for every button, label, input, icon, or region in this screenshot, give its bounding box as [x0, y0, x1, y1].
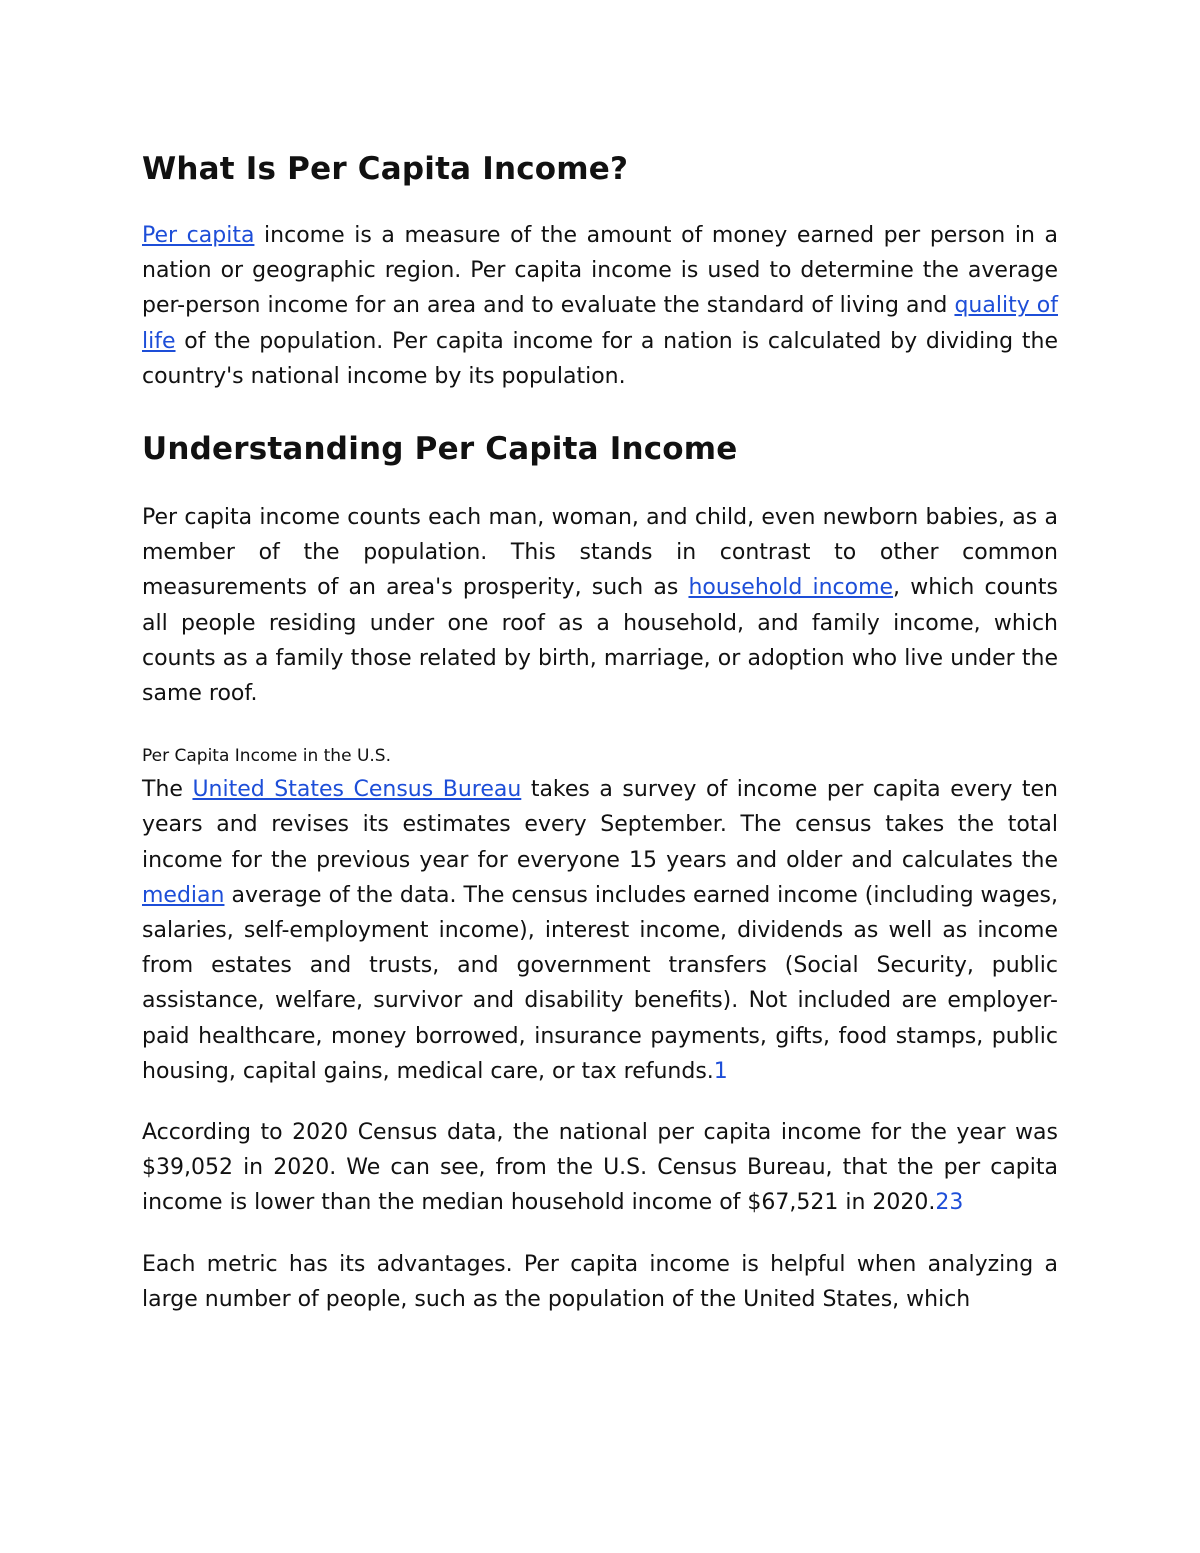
- paragraph-text: , which counts all people residing under one roof as a household, and family income, which counts as a family those related by birth, marriage, or adoption who live under the same roof.: [142, 575, 1058, 707]
- paragraph-census-survey: [142, 772, 1058, 1089]
- paragraph-2020-census-data: [142, 1115, 1058, 1221]
- subheading-per-capita-income-us: Per Capita Income in the U.S.: [142, 746, 391, 767]
- link-household-income[interactable]: household income: [688, 575, 894, 601]
- link-united-states-census-bureau[interactable]: United States Census Bureau: [192, 777, 522, 803]
- paragraph-definition: [142, 218, 1058, 394]
- heading-understanding-per-capita-income: Understanding Per Capita Income: [142, 431, 738, 468]
- paragraph-text: of the population. Per capita income for a nation is calculated by dividing the country's national income by its population.: [142, 328, 1058, 389]
- link-median[interactable]: median: [142, 882, 225, 908]
- paragraph-text: Each metric has its advantages. Per capita income is helpful when analyzing a large number of people, such as the population of the United States, which: [142, 1251, 1058, 1312]
- heading-what-is-per-capita-income: What Is Per Capita Income?: [142, 151, 629, 187]
- paragraph-text: takes a survey of income per capita every ten years and revises its estimates every September. The census takes the total income for the previous year for everyone 15 years and older and calculates the: [142, 777, 1058, 873]
- link-quality-of-life[interactable]: quality of life: [142, 293, 1058, 354]
- paragraph-text: According to 2020 Census data, the national per capita income for the year was $39,052 in 2020. We can see, from the U.S. Census Bureau, that the per capita income is lower than the median household income of $67,521 in 2020.: [142, 1120, 1058, 1216]
- paragraph-text: Per capita income counts each man, woman, and child, even newborn babies, as a member of the population. This stands in contrast to other common measurements of an area's prosperity, such as: [142, 505, 1058, 601]
- paragraph-text: The: [142, 777, 193, 803]
- reference-link-1[interactable]: 1: [713, 1058, 728, 1084]
- paragraph-text: income is a measure of the amount of money earned per person in a nation or geographic region. Per capita income is used to determine the average per-person income for an area and to evaluate the standard of living and: [142, 223, 1058, 319]
- link-per-capita[interactable]: Per capita: [142, 223, 255, 248]
- paragraph-text: average of the data. The census includes earned income (including wages, salaries, self-employment income), interest income, dividends as well as income from estates and trusts, and government transfers (Social Security, public assistance, welfare, survivor and disability benefits). Not included are employer-paid healthcare, money borrowed, insurance payments, gifts, food stamps, public housing, capital gains, medical care, or tax refunds.: [142, 882, 1058, 1084]
- paragraph-metric-advantages: [142, 1247, 1058, 1317]
- reference-link-23[interactable]: 23: [935, 1190, 964, 1216]
- paragraph-population-counts: [142, 500, 1058, 711]
